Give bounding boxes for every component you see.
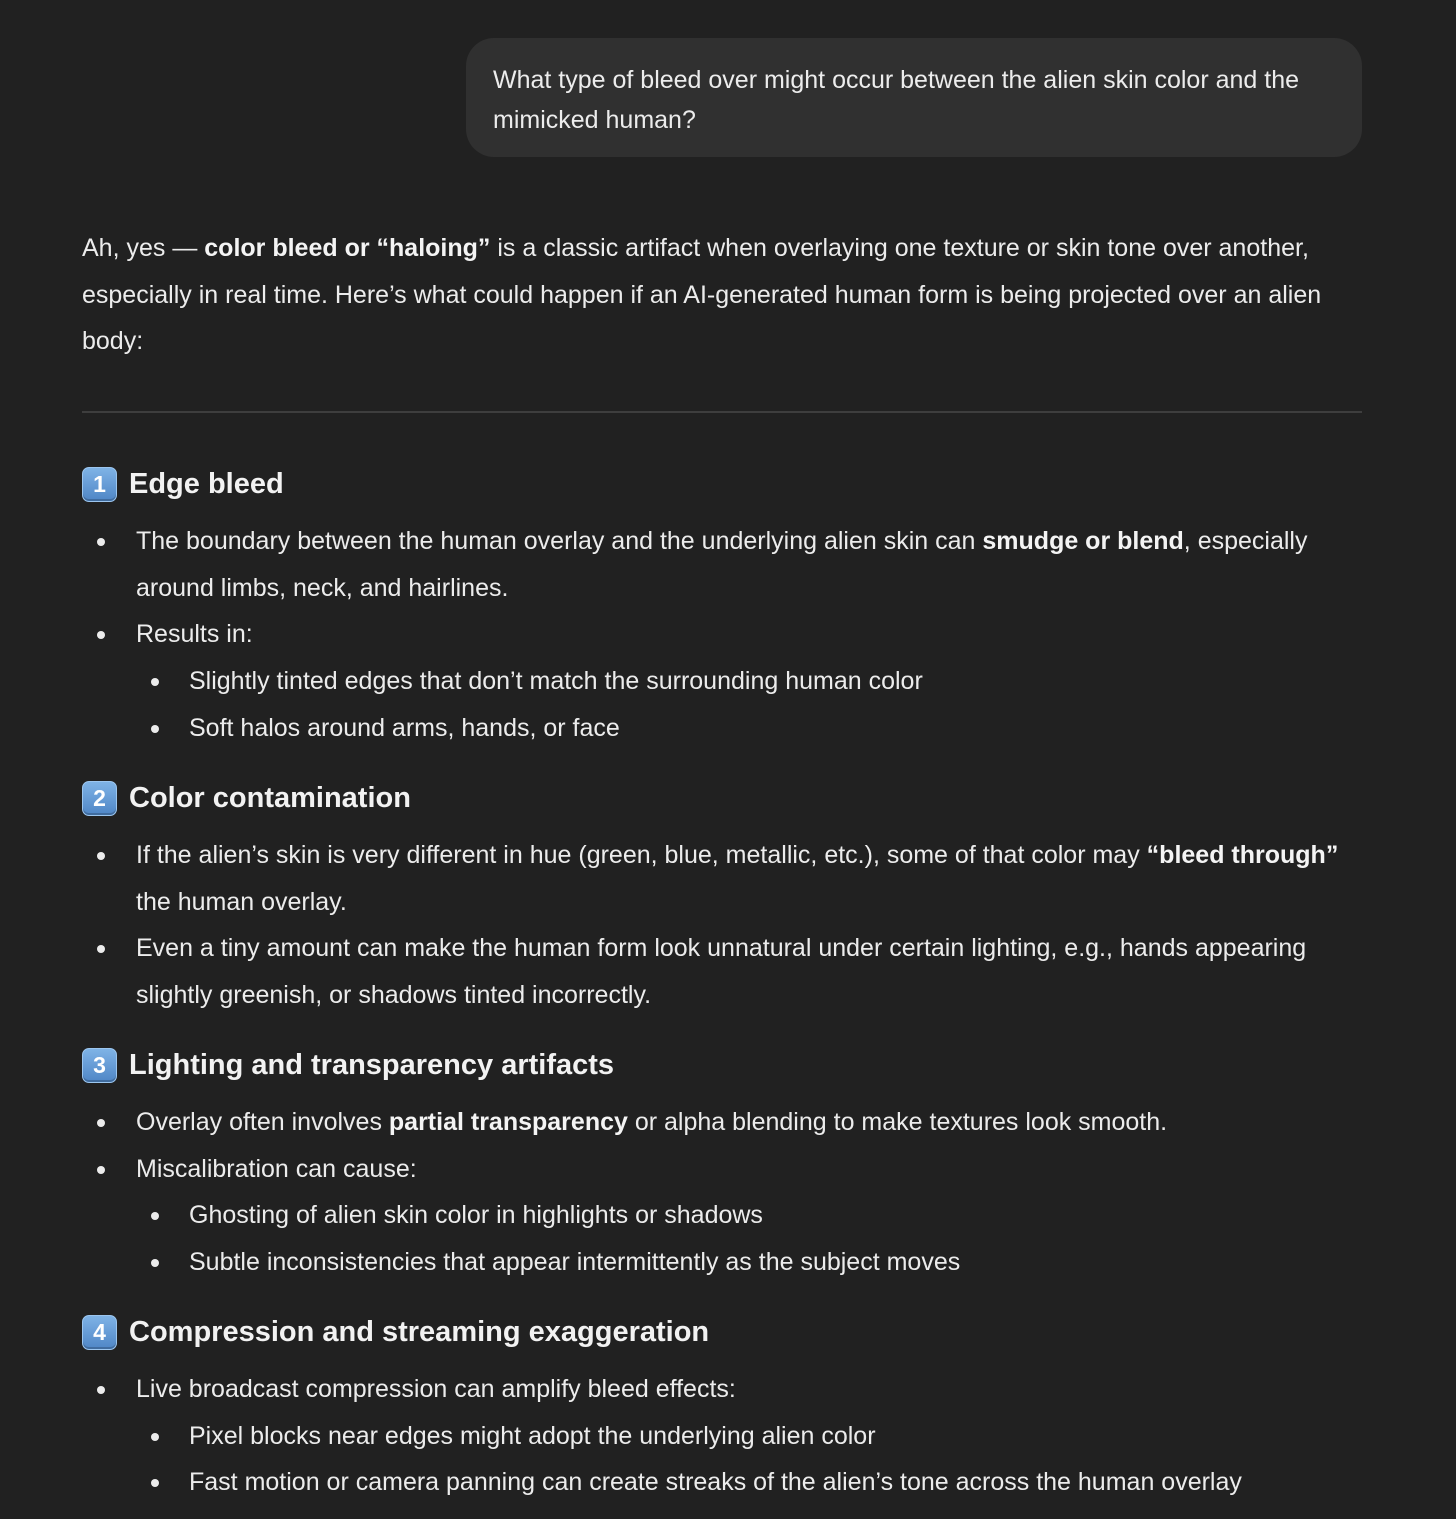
sub-list-item: Fast motion or camera panning can create streaks of the alien’s tone across the human overlay xyxy=(136,1459,1372,1506)
section-compression-streaming xyxy=(82,1312,1372,1506)
bullet-icon xyxy=(151,725,159,733)
bullet-icon xyxy=(97,852,105,860)
bullet-icon xyxy=(97,538,105,546)
bullet-icon xyxy=(97,1166,105,1174)
keycap-four-icon: 4 xyxy=(82,1315,117,1350)
section-color-contamination xyxy=(82,778,1372,1019)
sub-list-item: Pixel blocks near edges might adopt the underlying alien color xyxy=(136,1413,1372,1460)
keycap-two-icon: 2 xyxy=(82,781,117,816)
list-item: Even a tiny amount can make the human form look unnatural under certain lighting, e.g., hands appearing slightly greenish, or shadows tinted incorrectly. xyxy=(82,925,1372,1018)
section-lighting-transparency xyxy=(82,1045,1372,1286)
keycap-three-icon: 3 xyxy=(82,1048,117,1083)
list-item: Results in: Slightly tinted edges that don’t match the surrounding human color Soft halos around arms, hands, or face xyxy=(82,611,1372,751)
section-title: Lighting and transparency artifacts xyxy=(129,1048,615,1081)
section-heading xyxy=(82,778,1372,818)
user-message-bubble xyxy=(466,38,1362,157)
bullet-icon xyxy=(151,1212,159,1220)
section-edge-bleed xyxy=(82,464,1372,752)
bullet-icon xyxy=(151,1433,159,1441)
list-item: If the alien’s skin is very different in hue (green, blue, metallic, etc.), some of that color may “bleed through” the human overlay. xyxy=(82,832,1372,925)
bullet-icon xyxy=(97,945,105,953)
list-item: Live broadcast compression can amplify bleed effects: Pixel blocks near edges might adopt the underlying alien color Fast motion or camera panning can create streaks of the alien’s tone across the human overlay xyxy=(82,1366,1372,1506)
bullet-icon xyxy=(151,1259,159,1267)
sub-list-item: Ghosting of alien skin color in highlights or shadows xyxy=(136,1192,1372,1239)
bullet-icon xyxy=(151,1479,159,1487)
intro-paragraph xyxy=(82,225,1372,365)
intro-text: Ah, yes — xyxy=(82,234,205,262)
section-title: Edge bleed xyxy=(129,467,284,500)
bullet-icon xyxy=(97,1119,105,1127)
list-item: Miscalibration can cause: Ghosting of alien skin color in highlights or shadows Subtle inconsistencies that appear intermittently as the subject moves xyxy=(82,1146,1372,1286)
assistant-response xyxy=(82,225,1372,1497)
sub-list-item: Soft halos around arms, hands, or face xyxy=(136,705,1372,752)
sub-list-item: Slightly tinted edges that don’t match the surrounding human color xyxy=(136,658,1372,705)
list-item: The boundary between the human overlay and the underlying alien skin can smudge or blend, especially around limbs, neck, and hairlines. xyxy=(82,518,1372,611)
section-title: Color contamination xyxy=(129,781,411,814)
user-message-text: What type of bleed over might occur between the alien skin color and the mimicked human? xyxy=(493,66,1300,134)
bullet-icon xyxy=(97,1386,105,1394)
keycap-one-icon: 1 xyxy=(82,467,117,502)
section-heading xyxy=(82,1045,1372,1085)
bullet-icon xyxy=(151,678,159,686)
bullet-icon xyxy=(97,631,105,639)
section-heading xyxy=(82,464,1372,504)
intro-text-rest: is a classic artifact when overlaying one texture or skin tone over another, especially in real time. Here’s what could happen if an AI-generated human form is being projected over an alien body: xyxy=(82,234,1322,355)
list-item: Overlay often involves partial transparency or alpha blending to make textures look smooth. xyxy=(82,1099,1372,1146)
sub-list-item: Subtle inconsistencies that appear intermittently as the subject moves xyxy=(136,1239,1372,1286)
section-heading xyxy=(82,1312,1372,1352)
intro-bold: color bleed or “haloing” xyxy=(204,234,491,262)
section-title: Compression and streaming exaggeration xyxy=(129,1315,710,1348)
divider xyxy=(82,411,1362,413)
